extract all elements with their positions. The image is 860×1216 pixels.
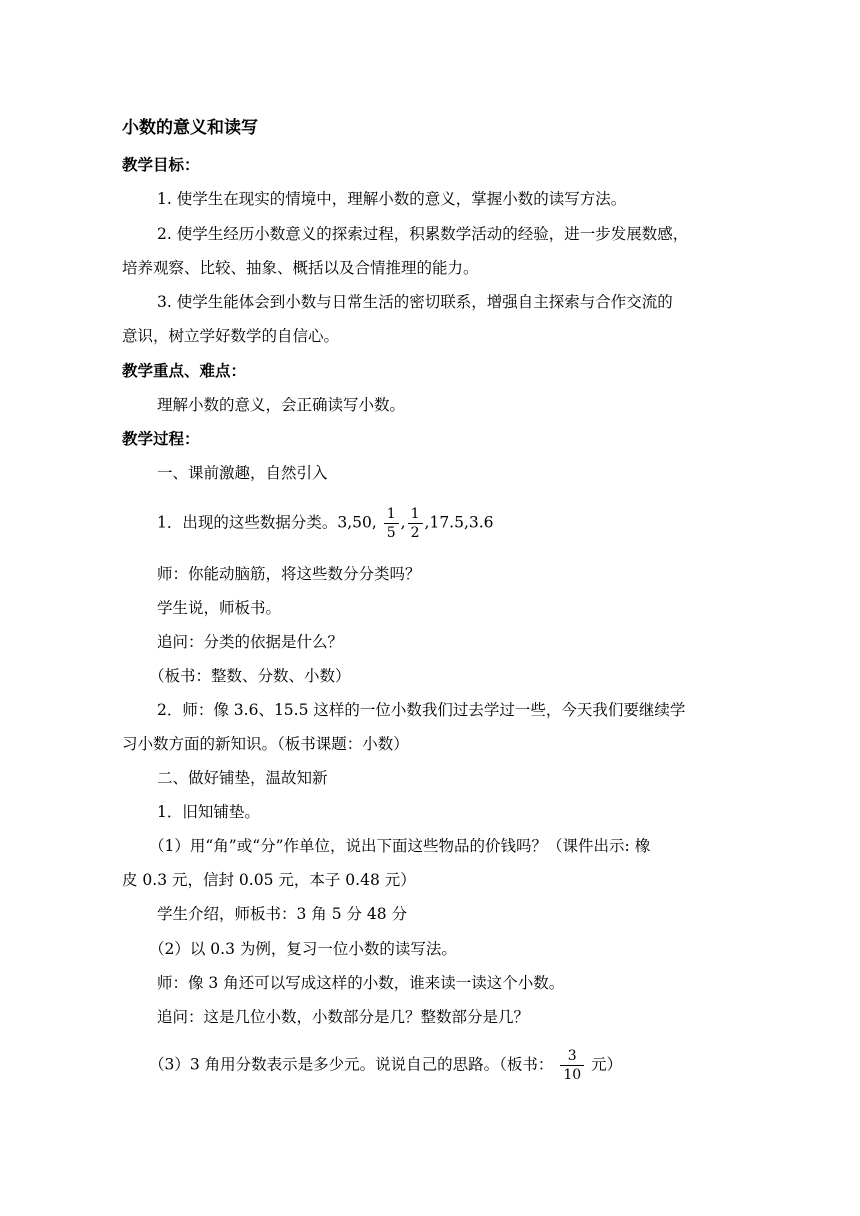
text-line: 学生说，师板书。 [157, 599, 282, 617]
fraction-denominator: 5 [386, 525, 396, 541]
section-1-heading: 一、课前激趣，自然引入 [157, 464, 328, 482]
fraction-one-half [408, 505, 423, 542]
fraction-one-fifth [384, 505, 399, 542]
text-line: （1）用“角”或“分”作单位，说出下面这些物品的价钱吗？（课件出示: 橡 [149, 837, 651, 855]
fraction-numerator: 1 [384, 505, 399, 524]
fraction-numerator: 3 [560, 1047, 584, 1066]
process-heading: 教学过程： [122, 430, 200, 448]
text-line: 习小数方面的新知识。（板书课题：小数） [122, 735, 409, 753]
fraction-denominator: 2 [410, 525, 420, 541]
document-title: 小数的意义和读写 [122, 118, 258, 138]
text-line: 追问：分类的依据是什么？ [157, 633, 344, 651]
text-line: （2）以 0.3 为例，复习一位小数的读写法。 [149, 940, 457, 958]
goal-line-1: 1. 使学生在现实的情境中，理解小数的意义，掌握小数的读写方法。 [157, 190, 627, 208]
item-3-prefix: （3）3 角用分数表示是多少元。说说自己的思路。（板书： [149, 1055, 554, 1074]
text-line: 师：你能动脑筋，将这些数分分类吗？ [157, 565, 421, 583]
text-line: 学生介绍，师板书：3 角 5 分 48 分 [157, 905, 408, 923]
item-3-line [149, 1047, 622, 1084]
text-line: （板书：整数、分数、小数） [149, 667, 351, 685]
item-1-line [157, 505, 494, 542]
fraction-denominator: 10 [563, 1067, 582, 1083]
keypoints-heading: 教学重点、难点： [122, 362, 247, 380]
text-line: 师：像 3 角还可以写成这样的小数，谁来读一读这个小数。 [157, 974, 565, 992]
fraction-numerator: 1 [408, 505, 423, 524]
text-line: 皮 0.3 元，信封 0.05 元，本子 0.48 元） [122, 871, 416, 889]
fraction-three-tenths [560, 1047, 584, 1084]
section-2-heading: 二、做好铺垫，温故知新 [157, 769, 328, 787]
text-line: 2．师：像 3.6、15.5 这样的一位小数我们过去学过一些，今天我们要继续学 [157, 701, 686, 719]
goal-line-3: 3. 使学生能体会到小数与日常生活的密切联系，增强自主探索与合作交流的 [157, 293, 673, 311]
goals-heading: 教学目标： [122, 156, 200, 174]
item-1-separator: , [400, 513, 406, 532]
text-line: 追问：这是几位小数，小数部分是几？整数部分是几？ [157, 1008, 530, 1026]
keypoints-text: 理解小数的意义，会正确读写小数。 [157, 396, 406, 414]
goal-line-2: 2. 使学生经历小数意义的探索过程，积累数学活动的经验，进一步发展数感， [157, 225, 689, 243]
item-3-suffix: 元） [591, 1055, 623, 1074]
goal-line-2-cont: 培养观察、比较、抽象、概括以及合情推理的能力。 [122, 259, 479, 277]
item-1-suffix: ,17.5,3.6 [424, 513, 494, 532]
goal-line-3-cont: 意识，树立学好数学的自信心。 [122, 327, 340, 345]
item-1-prefix: 1．出现的这些数据分类。3,50, [157, 513, 377, 532]
text-line: 1．旧知铺垫。 [157, 803, 260, 821]
